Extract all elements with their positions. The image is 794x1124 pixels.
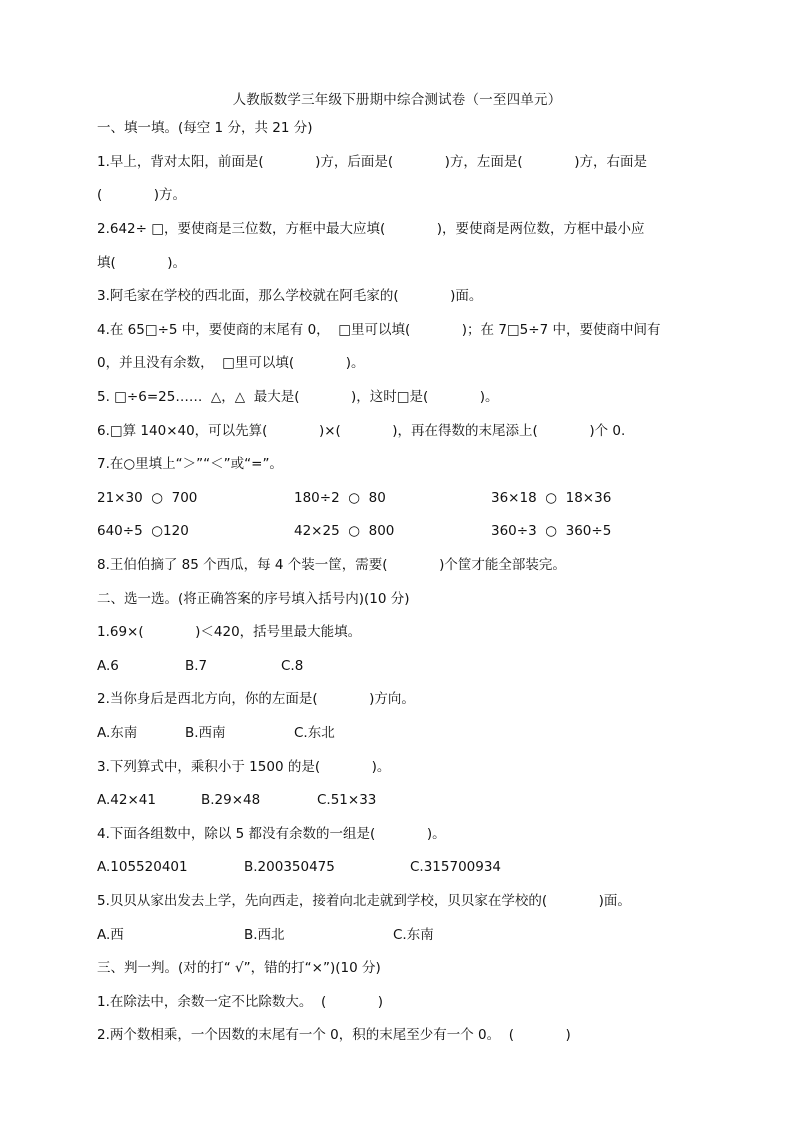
option-c: C.51×33: [317, 792, 377, 808]
s2-question-1: 1.69×( )＜420，括号里最大能填。: [97, 624, 362, 640]
s1-question-1-line-1: 1.早上，背对太阳，前面是( )方，后面是( )方，左面是( )方，右面是: [97, 154, 647, 170]
s2-question-5: 5.贝贝从家出发去上学，先向西走，接着向北走就到学校，贝贝家在学校的( )面。: [97, 893, 631, 909]
compare-item: 180÷2 ○ 80: [294, 490, 386, 506]
s1-question-1-line-2: ( )方。: [97, 187, 187, 203]
option-a: A.东南: [97, 725, 138, 741]
compare-item: 360÷3 ○ 360÷5: [491, 523, 612, 539]
s2-question-3: 3.下列算式中，乘积小于 1500 的是( )。: [97, 759, 391, 775]
option-b: B.西北: [244, 927, 285, 943]
s1-question-4-line-2: 0，并且没有余数， □里可以填( )。: [97, 355, 365, 371]
option-b: B.7: [185, 658, 208, 674]
section-3-heading: 三、判一判。(对的打“ √”，错的打“×”)(10 分): [97, 960, 381, 976]
s1-question-5: 5. □÷6=25…… △，△ 最大是( )，这时□是( )。: [97, 389, 499, 405]
compare-item: 21×30 ○ 700: [97, 490, 198, 506]
option-c: C.东南: [393, 927, 434, 943]
compare-item: 36×18 ○ 18×36: [491, 490, 612, 506]
option-a: A.42×41: [97, 792, 156, 808]
s1-question-7: 7.在○里填上“＞”“＜”或“=”。: [97, 456, 283, 472]
option-b: B.29×48: [201, 792, 261, 808]
option-b: B.200350475: [244, 859, 335, 875]
s1-question-2-line-1: 2.642÷ □，要使商是三位数，方框中最大应填( )，要使商是两位数，方框中最小应: [97, 221, 645, 237]
s2-question-2: 2.当你身后是西北方向，你的左面是( )方向。: [97, 691, 415, 707]
s1-question-8: 8.王伯伯摘了 85 个西瓜，每 4 个装一筐，需要( )个筐才能全部装完。: [97, 557, 566, 573]
section-1-heading: 一、填一填。(每空 1 分，共 21 分): [97, 120, 313, 136]
option-c: C.8: [281, 658, 304, 674]
option-b: B.西南: [185, 725, 226, 741]
compare-item: 640÷5 ○120: [97, 523, 189, 539]
s1-question-2-line-2: 填( )。: [97, 255, 187, 271]
s1-question-6: 6.□算 140×40，可以先算( )×( )，再在得数的末尾添上( )个 0.: [97, 423, 626, 439]
s3-question-2: 2.两个数相乘，一个因数的末尾有一个 0，积的末尾至少有一个 0。 ( ): [97, 1027, 571, 1043]
option-a: A.105520401: [97, 859, 188, 875]
option-a: A.西: [97, 927, 124, 943]
compare-item: 42×25 ○ 800: [294, 523, 395, 539]
s3-question-1: 1.在除法中，余数一定不比除数大。 ( ): [97, 994, 383, 1010]
option-a: A.6: [97, 658, 119, 674]
section-2-heading: 二、选一选。(将正确答案的序号填入括号内)(10 分): [97, 591, 410, 607]
s1-question-4-line-1: 4.在 65□÷5 中，要使商的末尾有 0， □里可以填( )；在 7□5÷7 中，要使商中间有: [97, 322, 661, 338]
s1-question-3: 3.阿毛家在学校的西北面，那么学校就在阿毛家的( )面。: [97, 288, 483, 304]
option-c: C.315700934: [410, 859, 502, 875]
s2-question-4: 4.下面各组数中，除以 5 都没有余数的一组是( )。: [97, 826, 446, 842]
page-title: 人教版数学三年级下册期中综合测试卷（一至四单元）: [232, 92, 562, 108]
option-c: C.东北: [294, 725, 335, 741]
